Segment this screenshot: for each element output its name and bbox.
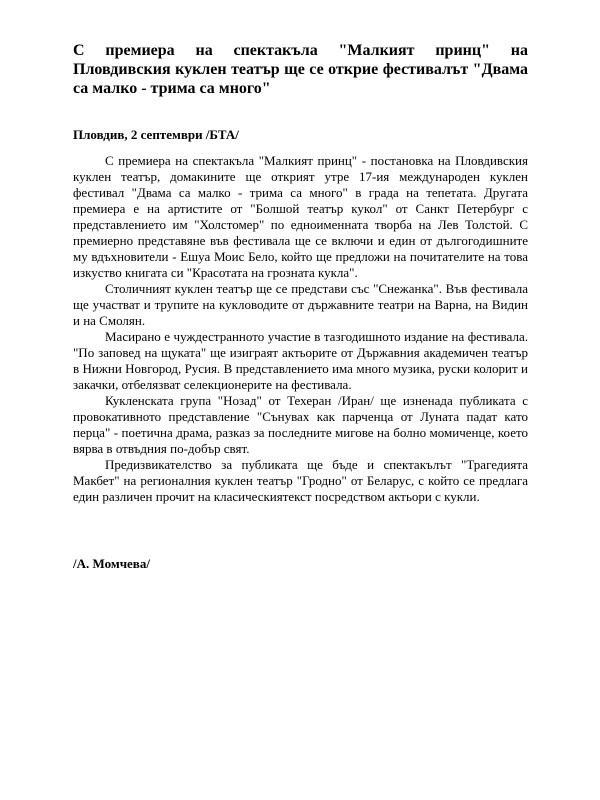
article-headline: С премиера на спектакъла "Малкият принц" на Пловдивския куклен театър ще се открие фестивалът "Двама са малко - трима са много" bbox=[73, 42, 528, 97]
article-byline: /А. Момчева/ bbox=[73, 556, 150, 571]
article-paragraph: С премиера на спектакъла "Малкият принц" - постановка на Пловдивския куклен театър, домакините ще открият утре 17-ия международен куклен фестивал "Двама са малко - трима са много" в града на тепетата. Другата премиера е на артистите от "Болшой театър кукол" от Санкт Петербург с представлението им "Холстомер" по едноименната творба на Лев Толстой. С премиерно представяне във фестивала ще се включи и един от дългогодишните му вдъхновители - Ешуа Моис Бело, който ще предложи на почитателите на това изкуство книгата си "Красотата на грозната кукла". bbox=[73, 153, 528, 280]
article-dateline: Пловдив, 2 септември /БТА/ bbox=[73, 127, 239, 142]
article-paragraph: Масирано е чуждестранното участие в тазгодишното издание на фестивала. "По заповед на щуката" ще изиграят актьорите от Държавния академичен театър в Нижни Новгород, Русия. В представлението има много музика, руски колорит и закачки, отбелязват селекционерите на фестивала. bbox=[73, 329, 528, 392]
article-paragraph: Столичният куклен театър ще се представи със "Снежанка". Във фестивала ще участват и трупите на кукловодите от държавните театри на Варна, на Видин и на Смолян. bbox=[73, 281, 528, 328]
article-body bbox=[73, 153, 528, 505]
article-paragraph: Кукленската група "Нозад" от Техеран /Иран/ ще изненада публиката с провокативното представление "Сънувах как парченца от Луната падат като перца" - поетична драма, разказ за последните мигове на болно момиченце, което вярва в отвъдния по-добър свят. bbox=[73, 393, 528, 456]
article-paragraph: Предизвикателство за публиката ще бъде и спектакълът "Трагедията Макбет" на регионалния куклен театър "Гродно" от Беларус, с който се предлага един различен прочит на класическиятекст посредством актьори с кукли. bbox=[73, 457, 528, 504]
